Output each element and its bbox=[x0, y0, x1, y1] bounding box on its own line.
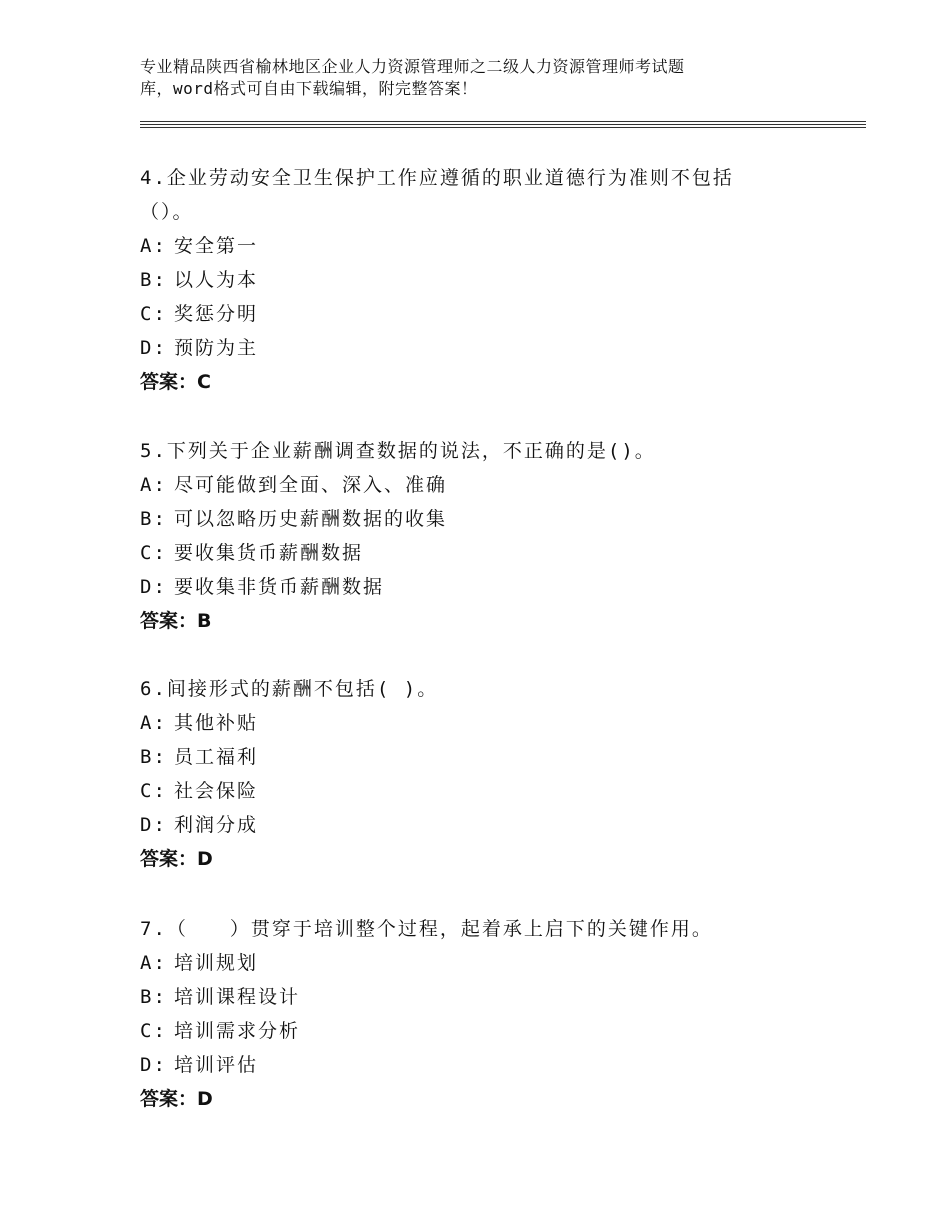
document-header bbox=[140, 56, 820, 100]
option-a bbox=[140, 706, 840, 740]
option-text: 培训课程设计 bbox=[174, 986, 301, 1008]
question-4 bbox=[140, 161, 840, 399]
option-letter: B: bbox=[140, 746, 167, 768]
option-text: 安全第一 bbox=[174, 235, 259, 257]
option-text: 要收集非货币薪酬数据 bbox=[174, 576, 385, 598]
option-b bbox=[140, 980, 840, 1014]
header-divider bbox=[140, 121, 866, 122]
option-letter: A: bbox=[140, 474, 167, 496]
option-letter: C: bbox=[140, 303, 167, 325]
option-text: 奖惩分明 bbox=[174, 303, 259, 325]
answer: 答案：D bbox=[140, 848, 213, 870]
option-a bbox=[140, 229, 840, 263]
option-letter: C: bbox=[140, 780, 167, 802]
option-c bbox=[140, 774, 840, 808]
option-d bbox=[140, 331, 840, 365]
answer: 答案：D bbox=[140, 1088, 213, 1110]
answer: 答案：B bbox=[140, 610, 212, 632]
option-text: 培训规划 bbox=[174, 952, 259, 974]
question-5 bbox=[140, 434, 840, 638]
option-text: 培训需求分析 bbox=[174, 1020, 301, 1042]
option-d bbox=[140, 570, 840, 604]
option-text: 培训评估 bbox=[174, 1054, 259, 1076]
header-divider bbox=[140, 127, 866, 128]
option-text: 预防为主 bbox=[174, 337, 259, 359]
option-letter: B: bbox=[140, 508, 167, 530]
question-stem: 4.企业劳动安全卫生保护工作应遵循的职业道德行为准则不包括 bbox=[140, 167, 734, 189]
option-letter: D: bbox=[140, 814, 167, 836]
option-b bbox=[140, 740, 840, 774]
option-b bbox=[140, 263, 840, 297]
header-divider bbox=[140, 124, 866, 125]
option-c bbox=[140, 536, 840, 570]
question-stem: 5.下列关于企业薪酬调查数据的说法，不正确的是()。 bbox=[140, 440, 656, 462]
option-letter: D: bbox=[140, 337, 167, 359]
option-text: 社会保险 bbox=[174, 780, 259, 802]
option-letter: B: bbox=[140, 269, 167, 291]
option-a bbox=[140, 468, 840, 502]
option-d bbox=[140, 808, 840, 842]
option-text: 要收集货币薪酬数据 bbox=[174, 542, 364, 564]
option-c bbox=[140, 1014, 840, 1048]
option-d bbox=[140, 1048, 840, 1082]
question-stem-continued: （）。 bbox=[140, 201, 194, 223]
header-line-1: 专业精品陕西省榆林地区企业人力资源管理师之二级人力资源管理师考试题 bbox=[140, 57, 685, 76]
option-letter: C: bbox=[140, 542, 167, 564]
option-text: 以人为本 bbox=[174, 269, 259, 291]
option-b bbox=[140, 502, 840, 536]
option-letter: C: bbox=[140, 1020, 167, 1042]
option-text: 尽可能做到全面、深入、准确 bbox=[174, 474, 448, 496]
option-c bbox=[140, 297, 840, 331]
option-letter: A: bbox=[140, 952, 167, 974]
option-letter: D: bbox=[140, 1054, 167, 1076]
option-text: 可以忽略历史薪酬数据的收集 bbox=[174, 508, 448, 530]
question-6 bbox=[140, 672, 840, 876]
option-letter: D: bbox=[140, 576, 167, 598]
question-7 bbox=[140, 912, 840, 1116]
option-letter: A: bbox=[140, 235, 167, 257]
option-letter: B: bbox=[140, 986, 167, 1008]
answer: 答案：C bbox=[140, 371, 211, 393]
option-text: 其他补贴 bbox=[174, 712, 259, 734]
option-text: 员工福利 bbox=[174, 746, 259, 768]
question-stem: 6.间接形式的薪酬不包括( )。 bbox=[140, 678, 439, 700]
header-line-2: 库，word格式可自由下载编辑，附完整答案！ bbox=[140, 79, 478, 98]
option-letter: A: bbox=[140, 712, 167, 734]
option-text: 利润分成 bbox=[174, 814, 259, 836]
question-stem: 7.（ ）贯穿于培训整个过程，起着承上启下的关键作用。 bbox=[140, 918, 713, 940]
option-a bbox=[140, 946, 840, 980]
